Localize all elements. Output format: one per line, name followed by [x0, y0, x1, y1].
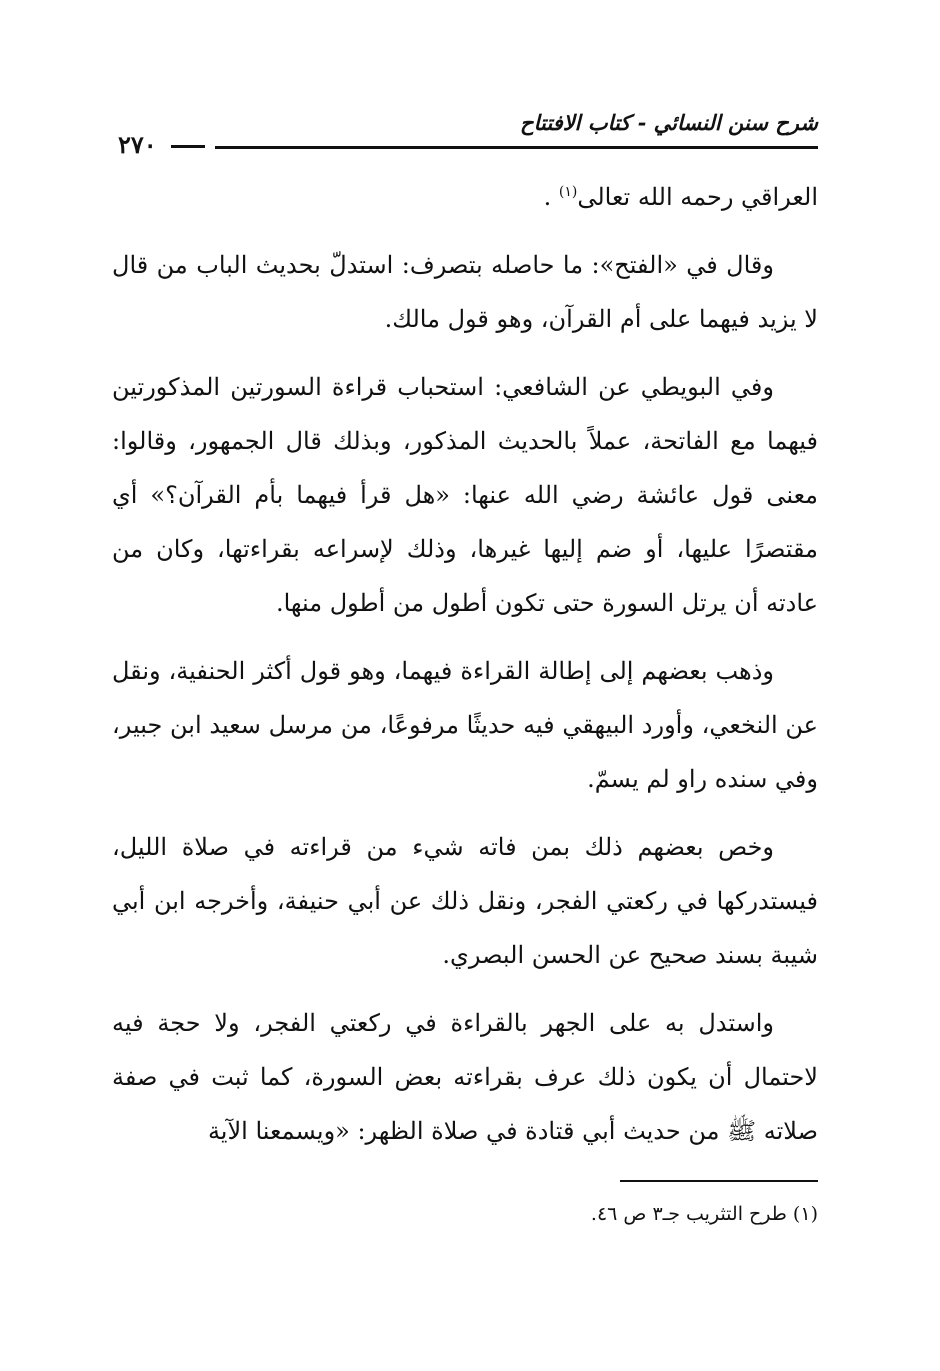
page-number — [112, 130, 215, 159]
paragraph-2: وقال في «الفتح»: ما حاصله بتصرف: استدلّ بحديث الباب من قال لا يزيد فيهما على أم القرآن، وهو قول مالك. — [112, 251, 818, 333]
paragraph-1-end: . — [543, 183, 552, 211]
page-number-value: ٢٧٠ — [118, 130, 157, 159]
page-number-dash — [171, 145, 205, 148]
paragraph-1-text: العراقي رحمه الله تعالى — [577, 183, 818, 211]
body-text — [112, 170, 818, 1172]
paragraph-3: وفي البويطي عن الشافعي: استحباب قراءة السورتين المذكورتين فيهما مع الفاتحة، عملاً بالحديث المذكور، وبذلك قال الجمهور، وقالوا: معنى قول عائشة رضي الله عنها: «هل قرأ فيهما بأم القرآن؟» أي مقتصرًا عليها، أو ضم إليها غيرها، وذلك لإسراعه بقراءتها، وكان من عادته أن يرتل السورة حتى تكون أطول من أطول منها. — [112, 373, 818, 617]
header-rule — [112, 146, 818, 149]
paragraph-6: واستدل به على الجهر بالقراءة في ركعتي الفجر، ولا حجة فيه لاحتمال أن يكون ذلك عرف بقراءته بعض السورة، كما ثبت في صفة صلاته ﷺ من حديث أبي قتادة في صلاة الظهر: «ويسمعنا الآية — [112, 1009, 818, 1145]
page-header — [112, 104, 818, 159]
paragraph-1 — [112, 170, 818, 224]
paragraph-5: وخص بعضهم ذلك بمن فاته شيء من قراءته في صلاة الليل، فيستدركها في ركعتي الفجر، ونقل ذلك عن أبي حنيفة، وأخرجه ابن أبي شيبة بسند صحيح عن الحسن البصري. — [112, 833, 818, 969]
footnote-rule — [620, 1180, 818, 1182]
running-title: شرح سنن النسائي - كتاب الافتتاح — [520, 110, 818, 135]
paragraph-4: وذهب بعضهم إلى إطالة القراءة فيهما، وهو قول أكثر الحنفية، ونقل عن النخعي، وأورد البيهقي فيه حديثًا مرفوعًا، من مرسل سعيد ابن جبير، وفي سنده راو لم يسمّ. — [112, 657, 818, 793]
footnote: (١) طرح التثريب جـ٣ ص ٤٦. — [590, 1203, 818, 1225]
footnote-reference: (١) — [558, 184, 578, 200]
